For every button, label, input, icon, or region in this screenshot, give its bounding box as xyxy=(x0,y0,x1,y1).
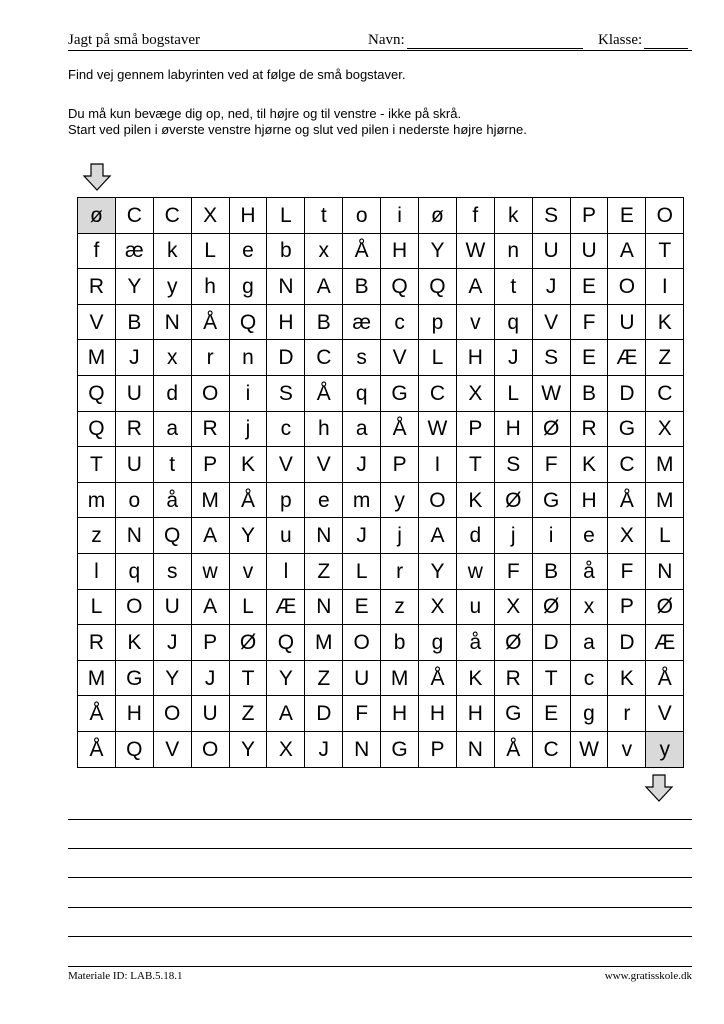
maze-cell[interactable]: U xyxy=(192,696,230,732)
maze-cell[interactable]: A xyxy=(457,269,495,305)
maze-cell[interactable]: S xyxy=(533,198,571,234)
maze-cell[interactable]: t xyxy=(305,198,343,234)
maze-cell[interactable]: M xyxy=(305,625,343,661)
maze-cell[interactable]: M xyxy=(192,483,230,519)
name-line[interactable] xyxy=(407,33,583,49)
maze-cell[interactable]: f xyxy=(457,198,495,234)
maze-cell[interactable]: Z xyxy=(646,340,684,376)
maze-cell[interactable]: V xyxy=(646,696,684,732)
maze-cell[interactable]: B xyxy=(571,376,609,412)
maze-cell[interactable]: g xyxy=(419,625,457,661)
maze-cell[interactable]: h xyxy=(192,269,230,305)
maze-cell[interactable]: q xyxy=(116,554,154,590)
maze-cell[interactable]: q xyxy=(343,376,381,412)
footer xyxy=(68,966,692,982)
maze-cell[interactable]: r xyxy=(608,696,646,732)
maze-cell[interactable]: B xyxy=(533,554,571,590)
maze-cell[interactable]: Æ xyxy=(267,590,305,626)
maze-cell[interactable]: G xyxy=(533,483,571,519)
maze-cell[interactable]: L xyxy=(646,518,684,554)
maze-cell[interactable]: K xyxy=(457,661,495,697)
maze-cell[interactable]: D xyxy=(305,696,343,732)
maze-cell[interactable]: U xyxy=(343,661,381,697)
instruction-line-1: Find vej gennem labyrinten ved at følge de små bogstaver. xyxy=(68,67,406,82)
maze-cell[interactable]: k xyxy=(154,234,192,270)
maze-cell[interactable]: E xyxy=(533,696,571,732)
maze-cell[interactable]: Q xyxy=(78,376,116,412)
maze-cell[interactable]: m xyxy=(78,483,116,519)
maze-cell[interactable]: c xyxy=(381,305,419,341)
maze-cell[interactable]: H xyxy=(116,696,154,732)
maze-cell[interactable]: P xyxy=(192,625,230,661)
maze-cell[interactable]: H xyxy=(381,234,419,270)
answer-line[interactable] xyxy=(68,878,692,908)
maze-cell[interactable]: a xyxy=(343,412,381,448)
maze-cell[interactable]: Q xyxy=(78,412,116,448)
letter-maze xyxy=(77,197,684,768)
maze-cell[interactable]: N xyxy=(116,518,154,554)
maze-cell[interactable]: Ø xyxy=(230,625,268,661)
maze-cell[interactable]: L xyxy=(78,590,116,626)
maze-cell[interactable]: G xyxy=(608,412,646,448)
maze-cell[interactable]: T xyxy=(646,234,684,270)
maze-cell[interactable]: O xyxy=(116,590,154,626)
maze-cell[interactable]: K xyxy=(571,447,609,483)
material-id: Materiale ID: LAB.5.18.1 xyxy=(68,970,183,982)
maze-cell[interactable]: S xyxy=(533,340,571,376)
class-line[interactable] xyxy=(644,33,688,49)
maze-cell[interactable]: C xyxy=(305,340,343,376)
maze-cell[interactable]: F xyxy=(608,554,646,590)
maze-cell[interactable]: V xyxy=(305,447,343,483)
maze-cell[interactable]: Z xyxy=(305,661,343,697)
maze-cell[interactable]: A xyxy=(267,696,305,732)
maze-cell[interactable]: K xyxy=(608,661,646,697)
maze-cell[interactable]: Å xyxy=(646,661,684,697)
maze-cell[interactable]: M xyxy=(381,661,419,697)
maze-cell[interactable]: N xyxy=(305,590,343,626)
maze-cell[interactable]: s xyxy=(343,340,381,376)
maze-cell[interactable]: F xyxy=(495,554,533,590)
maze-cell[interactable]: Y xyxy=(154,661,192,697)
maze-cell[interactable]: P xyxy=(608,590,646,626)
maze-cell[interactable]: H xyxy=(267,305,305,341)
maze-cell[interactable]: l xyxy=(78,554,116,590)
maze-cell[interactable]: K xyxy=(457,483,495,519)
maze-cell[interactable]: Z xyxy=(305,554,343,590)
maze-cell[interactable]: Å xyxy=(192,305,230,341)
maze-cell[interactable]: Æ xyxy=(646,625,684,661)
maze-cell[interactable]: J xyxy=(305,732,343,768)
maze-cell[interactable]: S xyxy=(495,447,533,483)
maze-cell[interactable]: X xyxy=(608,518,646,554)
worksheet-header xyxy=(68,30,692,51)
maze-cell[interactable]: C xyxy=(608,447,646,483)
maze-cell[interactable]: v xyxy=(230,554,268,590)
maze-cell[interactable]: O xyxy=(343,625,381,661)
maze-cell[interactable]: h xyxy=(305,412,343,448)
maze-cell[interactable]: t xyxy=(495,269,533,305)
answer-lines xyxy=(68,819,692,967)
maze-cell[interactable]: O xyxy=(192,376,230,412)
maze-cell[interactable]: r xyxy=(192,340,230,376)
maze-cell[interactable]: i xyxy=(381,198,419,234)
maze-cell[interactable]: e xyxy=(571,518,609,554)
maze-cell[interactable]: S xyxy=(267,376,305,412)
maze-cell[interactable]: V xyxy=(154,732,192,768)
maze-cell[interactable]: e xyxy=(305,483,343,519)
maze-cell[interactable]: D xyxy=(608,625,646,661)
maze-cell[interactable]: o xyxy=(116,483,154,519)
maze-cell[interactable]: R xyxy=(192,412,230,448)
class-field xyxy=(598,32,688,49)
maze-cell[interactable]: j xyxy=(495,518,533,554)
name-label: Navn: xyxy=(368,32,405,48)
maze-cell[interactable]: Å xyxy=(608,483,646,519)
maze-cell[interactable]: U xyxy=(116,376,154,412)
maze-cell[interactable]: T xyxy=(457,447,495,483)
maze-cell[interactable]: F xyxy=(343,696,381,732)
maze-cell[interactable]: B xyxy=(343,269,381,305)
maze-cell[interactable]: O xyxy=(192,732,230,768)
maze-cell[interactable]: L xyxy=(230,590,268,626)
maze-cell[interactable]: Y xyxy=(230,518,268,554)
maze-cell[interactable]: J xyxy=(192,661,230,697)
maze-cell[interactable]: Ø xyxy=(495,625,533,661)
maze-cell[interactable]: a xyxy=(571,625,609,661)
maze-cell[interactable]: E xyxy=(571,340,609,376)
maze-cell[interactable]: J xyxy=(495,340,533,376)
maze-cell[interactable]: H xyxy=(381,696,419,732)
maze-cell[interactable]: Q xyxy=(230,305,268,341)
maze-cell[interactable]: T xyxy=(533,661,571,697)
maze-cell[interactable]: æ xyxy=(343,305,381,341)
maze-cell[interactable]: R xyxy=(78,269,116,305)
maze-cell[interactable]: W xyxy=(533,376,571,412)
maze-cell[interactable]: P xyxy=(381,447,419,483)
maze-cell[interactable]: j xyxy=(230,412,268,448)
maze-cell[interactable]: X xyxy=(419,590,457,626)
maze-cell[interactable]: H xyxy=(457,696,495,732)
maze-cell[interactable]: å xyxy=(571,554,609,590)
maze-cell[interactable]: A xyxy=(192,518,230,554)
maze-cell[interactable]: J xyxy=(533,269,571,305)
worksheet-title: Jagt på små bogstaver xyxy=(68,32,201,48)
maze-cell[interactable]: F xyxy=(571,305,609,341)
maze-cell[interactable]: X xyxy=(495,590,533,626)
maze-cell[interactable]: O xyxy=(646,198,684,234)
maze-cell[interactable]: X xyxy=(192,198,230,234)
maze-cell[interactable]: G xyxy=(495,696,533,732)
maze-cell[interactable]: N xyxy=(154,305,192,341)
maze-cell[interactable]: Y xyxy=(230,732,268,768)
maze-cell[interactable]: u xyxy=(457,590,495,626)
class-label: Klasse: xyxy=(598,32,643,48)
maze-cell[interactable]: M xyxy=(646,447,684,483)
maze-cell[interactable]: W xyxy=(571,732,609,768)
maze-cell[interactable]: W xyxy=(457,234,495,270)
maze-cell[interactable]: G xyxy=(116,661,154,697)
maze-cell[interactable]: r xyxy=(381,554,419,590)
maze-cell[interactable]: M xyxy=(78,340,116,376)
maze-cell[interactable]: N xyxy=(646,554,684,590)
maze-cell[interactable]: n xyxy=(495,234,533,270)
maze-cell[interactable]: G xyxy=(381,732,419,768)
maze-cell[interactable]: æ xyxy=(116,234,154,270)
maze-cell[interactable]: Z xyxy=(230,696,268,732)
maze-cell[interactable]: a xyxy=(154,412,192,448)
maze-cell[interactable]: L xyxy=(343,554,381,590)
maze-cell[interactable]: X xyxy=(457,376,495,412)
maze-cell[interactable]: Å xyxy=(343,234,381,270)
maze-cell[interactable]: j xyxy=(381,518,419,554)
maze-cell[interactable]: H xyxy=(457,340,495,376)
maze-cell[interactable]: A xyxy=(608,234,646,270)
maze-cell[interactable]: Y xyxy=(267,661,305,697)
maze-cell[interactable]: O xyxy=(154,696,192,732)
maze-cell[interactable]: E xyxy=(343,590,381,626)
maze-cell[interactable]: z xyxy=(78,518,116,554)
maze-cell[interactable]: y xyxy=(154,269,192,305)
maze-cell[interactable]: å xyxy=(154,483,192,519)
maze-cell[interactable]: L xyxy=(419,340,457,376)
maze-cell[interactable]: G xyxy=(381,376,419,412)
maze-cell[interactable]: M xyxy=(646,483,684,519)
maze-cell[interactable]: N xyxy=(305,518,343,554)
maze-cell[interactable]: v xyxy=(457,305,495,341)
maze-cell[interactable]: Æ xyxy=(608,340,646,376)
maze-cell[interactable]: D xyxy=(608,376,646,412)
maze-cell[interactable]: g xyxy=(230,269,268,305)
maze-cell[interactable]: Q xyxy=(381,269,419,305)
maze-cell[interactable]: w xyxy=(457,554,495,590)
maze-cell[interactable]: d xyxy=(154,376,192,412)
maze-cell[interactable]: Y xyxy=(419,554,457,590)
maze-cell[interactable]: P xyxy=(419,732,457,768)
down-arrow-icon xyxy=(644,774,674,802)
down-arrow-icon xyxy=(82,163,112,191)
maze-cell[interactable]: I xyxy=(646,269,684,305)
maze-cell[interactable]: V xyxy=(267,447,305,483)
maze-cell[interactable]: i xyxy=(230,376,268,412)
maze-cell[interactable]: L xyxy=(192,234,230,270)
maze-cell[interactable]: R xyxy=(116,412,154,448)
maze-cell[interactable]: N xyxy=(457,732,495,768)
website-link: www.gratisskole.dk xyxy=(604,970,692,982)
maze-cell[interactable]: A xyxy=(419,518,457,554)
maze-cell[interactable]: J xyxy=(116,340,154,376)
maze-cell[interactable]: m xyxy=(343,483,381,519)
maze-cell[interactable]: Å xyxy=(78,732,116,768)
maze-cell[interactable]: Å xyxy=(230,483,268,519)
maze-cell[interactable]: Ø xyxy=(646,590,684,626)
maze-cell[interactable]: P xyxy=(192,447,230,483)
maze-cell[interactable]: o xyxy=(343,198,381,234)
maze-cell[interactable]: ø xyxy=(78,198,116,234)
maze-cell[interactable]: N xyxy=(343,732,381,768)
maze-cell[interactable]: Ø xyxy=(533,412,571,448)
maze-cell[interactable]: B xyxy=(305,305,343,341)
maze-cell[interactable]: J xyxy=(343,447,381,483)
maze-cell[interactable]: l xyxy=(267,554,305,590)
maze-cell[interactable]: Q xyxy=(154,518,192,554)
maze-cell[interactable]: U xyxy=(608,305,646,341)
maze-cell[interactable]: Å xyxy=(495,732,533,768)
maze-cell[interactable]: V xyxy=(533,305,571,341)
maze-cell[interactable]: T xyxy=(78,447,116,483)
instruction-line-2: Du må kun bevæge dig op, ned, til højre og til venstre - ikke på skrå. xyxy=(68,106,462,121)
maze-cell[interactable]: A xyxy=(305,269,343,305)
maze-cell[interactable]: K xyxy=(646,305,684,341)
maze-cell[interactable]: R xyxy=(495,661,533,697)
maze-cell[interactable]: X xyxy=(267,732,305,768)
maze-cell[interactable]: H xyxy=(571,483,609,519)
maze-cell[interactable]: N xyxy=(267,269,305,305)
maze-cell[interactable]: X xyxy=(646,412,684,448)
maze-cell[interactable]: Å xyxy=(78,696,116,732)
maze-cell[interactable]: R xyxy=(571,412,609,448)
maze-cell[interactable]: O xyxy=(419,483,457,519)
maze-cell[interactable]: Å xyxy=(305,376,343,412)
maze-cell[interactable]: d xyxy=(457,518,495,554)
maze-cell[interactable]: H xyxy=(419,696,457,732)
maze-cell[interactable]: J xyxy=(154,625,192,661)
name-field xyxy=(368,32,583,49)
maze-cell[interactable]: y xyxy=(381,483,419,519)
maze-cell[interactable]: Å xyxy=(419,661,457,697)
maze-cell[interactable]: C xyxy=(116,198,154,234)
maze-cell[interactable]: v xyxy=(608,732,646,768)
maze-cell[interactable]: D xyxy=(267,340,305,376)
maze-cell[interactable]: g xyxy=(571,696,609,732)
maze-cell[interactable]: e xyxy=(230,234,268,270)
maze-cell[interactable]: C xyxy=(154,198,192,234)
maze-cell[interactable]: w xyxy=(192,554,230,590)
maze-cell[interactable]: t xyxy=(154,447,192,483)
maze-cell[interactable]: Å xyxy=(381,412,419,448)
maze-cell[interactable]: z xyxy=(381,590,419,626)
maze-cell[interactable]: b xyxy=(267,234,305,270)
maze-cell[interactable]: H xyxy=(495,412,533,448)
maze-cell[interactable]: U xyxy=(571,234,609,270)
maze-cell[interactable]: n xyxy=(230,340,268,376)
maze-cell[interactable]: W xyxy=(419,412,457,448)
maze-cell[interactable]: U xyxy=(116,447,154,483)
maze-cell[interactable]: R xyxy=(78,625,116,661)
maze-cell[interactable]: p xyxy=(267,483,305,519)
maze-cell[interactable]: x xyxy=(154,340,192,376)
maze-cell[interactable]: Ø xyxy=(533,590,571,626)
maze-cell[interactable]: Q xyxy=(419,269,457,305)
maze-cell[interactable]: K xyxy=(116,625,154,661)
maze-cell[interactable]: A xyxy=(192,590,230,626)
maze-cell[interactable]: O xyxy=(608,269,646,305)
maze-cell[interactable]: J xyxy=(343,518,381,554)
maze-cell[interactable]: x xyxy=(305,234,343,270)
answer-line[interactable] xyxy=(68,908,692,938)
maze-cell[interactable]: U xyxy=(533,234,571,270)
maze-cell[interactable]: T xyxy=(230,661,268,697)
maze-cell[interactable]: f xyxy=(78,234,116,270)
maze-cell[interactable]: V xyxy=(381,340,419,376)
maze-cell[interactable]: å xyxy=(457,625,495,661)
maze-cell[interactable]: U xyxy=(154,590,192,626)
maze-cell[interactable]: E xyxy=(571,269,609,305)
maze-cell[interactable]: C xyxy=(533,732,571,768)
maze-cell[interactable]: Ø xyxy=(495,483,533,519)
maze-cell[interactable]: y xyxy=(646,732,684,768)
maze-cell[interactable]: P xyxy=(571,198,609,234)
maze-cell[interactable]: Q xyxy=(267,625,305,661)
maze-cell[interactable]: ø xyxy=(419,198,457,234)
maze-cell[interactable]: H xyxy=(230,198,268,234)
maze-cell[interactable]: Y xyxy=(116,269,154,305)
answer-line[interactable] xyxy=(68,819,692,849)
maze-cell[interactable]: b xyxy=(381,625,419,661)
maze-cell[interactable]: F xyxy=(533,447,571,483)
maze-cell[interactable]: I xyxy=(419,447,457,483)
maze-cell[interactable]: s xyxy=(154,554,192,590)
maze-cell[interactable]: M xyxy=(78,661,116,697)
maze-cell[interactable]: u xyxy=(267,518,305,554)
maze-cell[interactable]: k xyxy=(495,198,533,234)
maze-cell[interactable]: B xyxy=(116,305,154,341)
maze-cell[interactable]: Q xyxy=(116,732,154,768)
maze-cell[interactable]: L xyxy=(495,376,533,412)
maze-cell[interactable]: P xyxy=(457,412,495,448)
maze-cell[interactable]: c xyxy=(267,412,305,448)
instruction-line-3: Start ved pilen i øverste venstre hjørne og slut ved pilen i nederste højre hjørne. xyxy=(68,122,527,137)
maze-cell[interactable]: i xyxy=(533,518,571,554)
maze-cell[interactable]: C xyxy=(419,376,457,412)
maze-cell[interactable]: Y xyxy=(419,234,457,270)
maze-cell[interactable]: C xyxy=(646,376,684,412)
maze-cell[interactable]: E xyxy=(608,198,646,234)
maze-cell[interactable]: x xyxy=(571,590,609,626)
maze-cell[interactable]: L xyxy=(267,198,305,234)
maze-cell[interactable]: D xyxy=(533,625,571,661)
maze-cell[interactable]: V xyxy=(78,305,116,341)
maze-cell[interactable]: p xyxy=(419,305,457,341)
answer-line[interactable] xyxy=(68,937,692,967)
maze-cell[interactable]: K xyxy=(230,447,268,483)
answer-line[interactable] xyxy=(68,849,692,879)
maze-cell[interactable]: q xyxy=(495,305,533,341)
maze-cell[interactable]: c xyxy=(571,661,609,697)
